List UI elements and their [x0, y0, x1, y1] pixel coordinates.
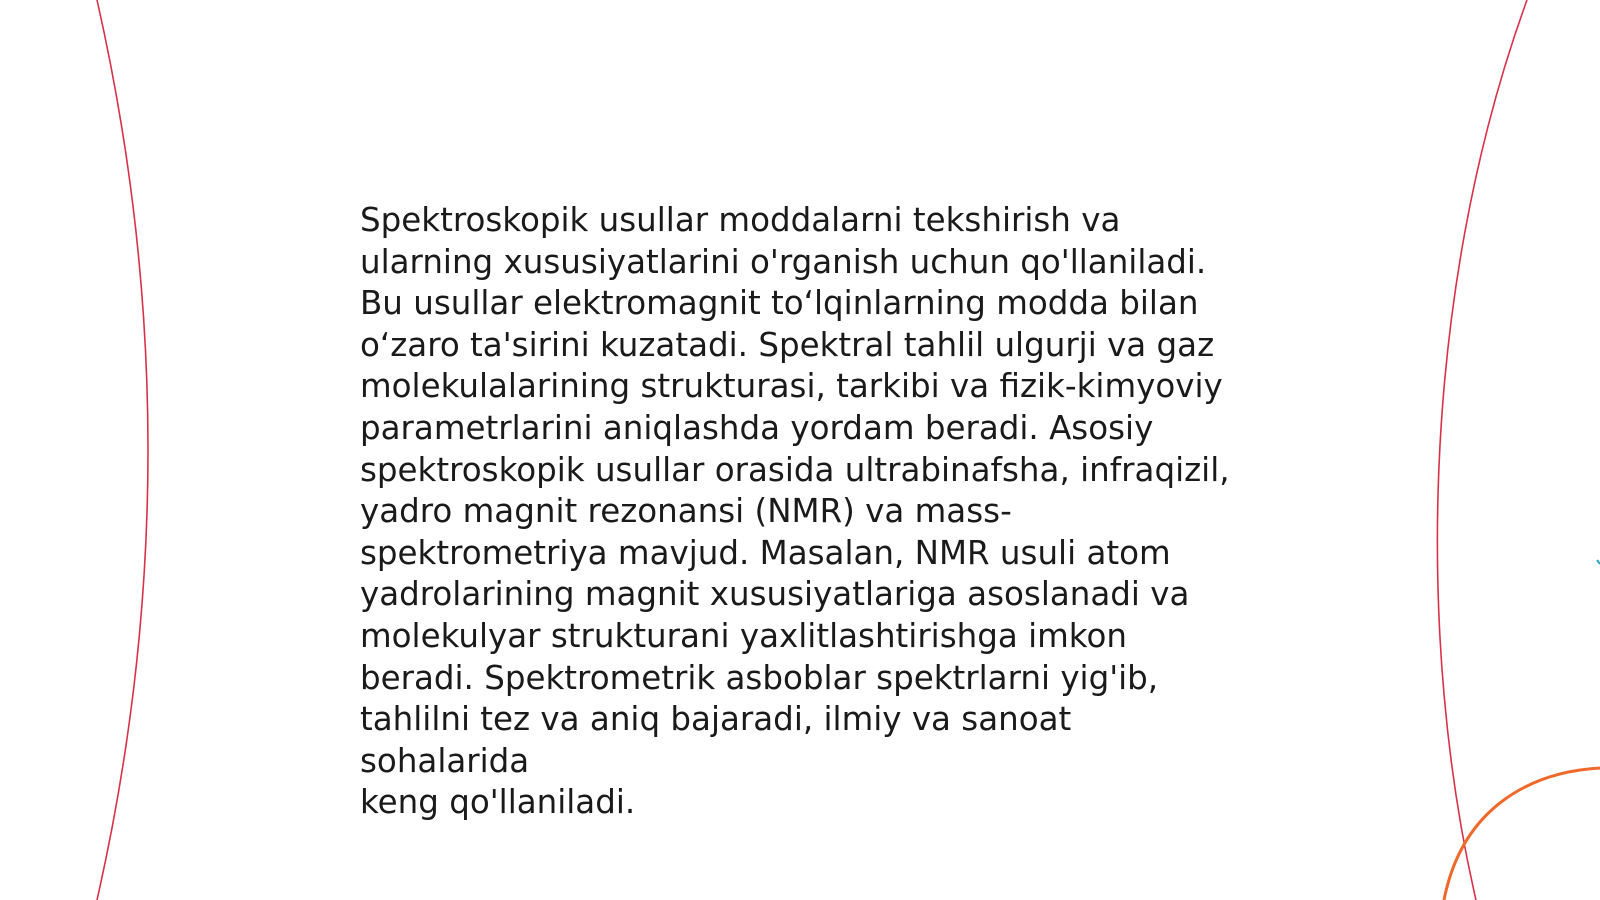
right-curve: [1437, 0, 1527, 900]
left-curve: [97, 0, 148, 900]
body-paragraph: Spektroskopik usullar moddalarni tekshirish va ularning xususiyatlarini o'rganish uchun qo'llaniladi. Bu usullar elektromagnit to‘lqinlarning modda bilan o‘zaro ta'sirini kuzatadi. Spektral tahlil ulgurji va gaz molekulalarining strukturasi, tarkibi va fizik-kimyoviy parametrlarini aniqlashda yordam beradi. Asosiy spektroskopik usullar orasida ultrabinafsha, infraqizil, yadro magnit rezonansi (NMR) va mass- spektrometriya mavjud. Masalan, NMR usuli atom yadrolarining magnit xususiyatlariga asoslanadi va molekulyar strukturani yaxlitlashtirishga imkon beradi. Spektrometrik asboblar spektrlarni yig'ib, tahlilni tez va aniq bajaradi, ilmiy va sanoat sohalarida keng qo'llaniladi.: [360, 201, 1230, 822]
orange-arc: [1444, 768, 1600, 900]
